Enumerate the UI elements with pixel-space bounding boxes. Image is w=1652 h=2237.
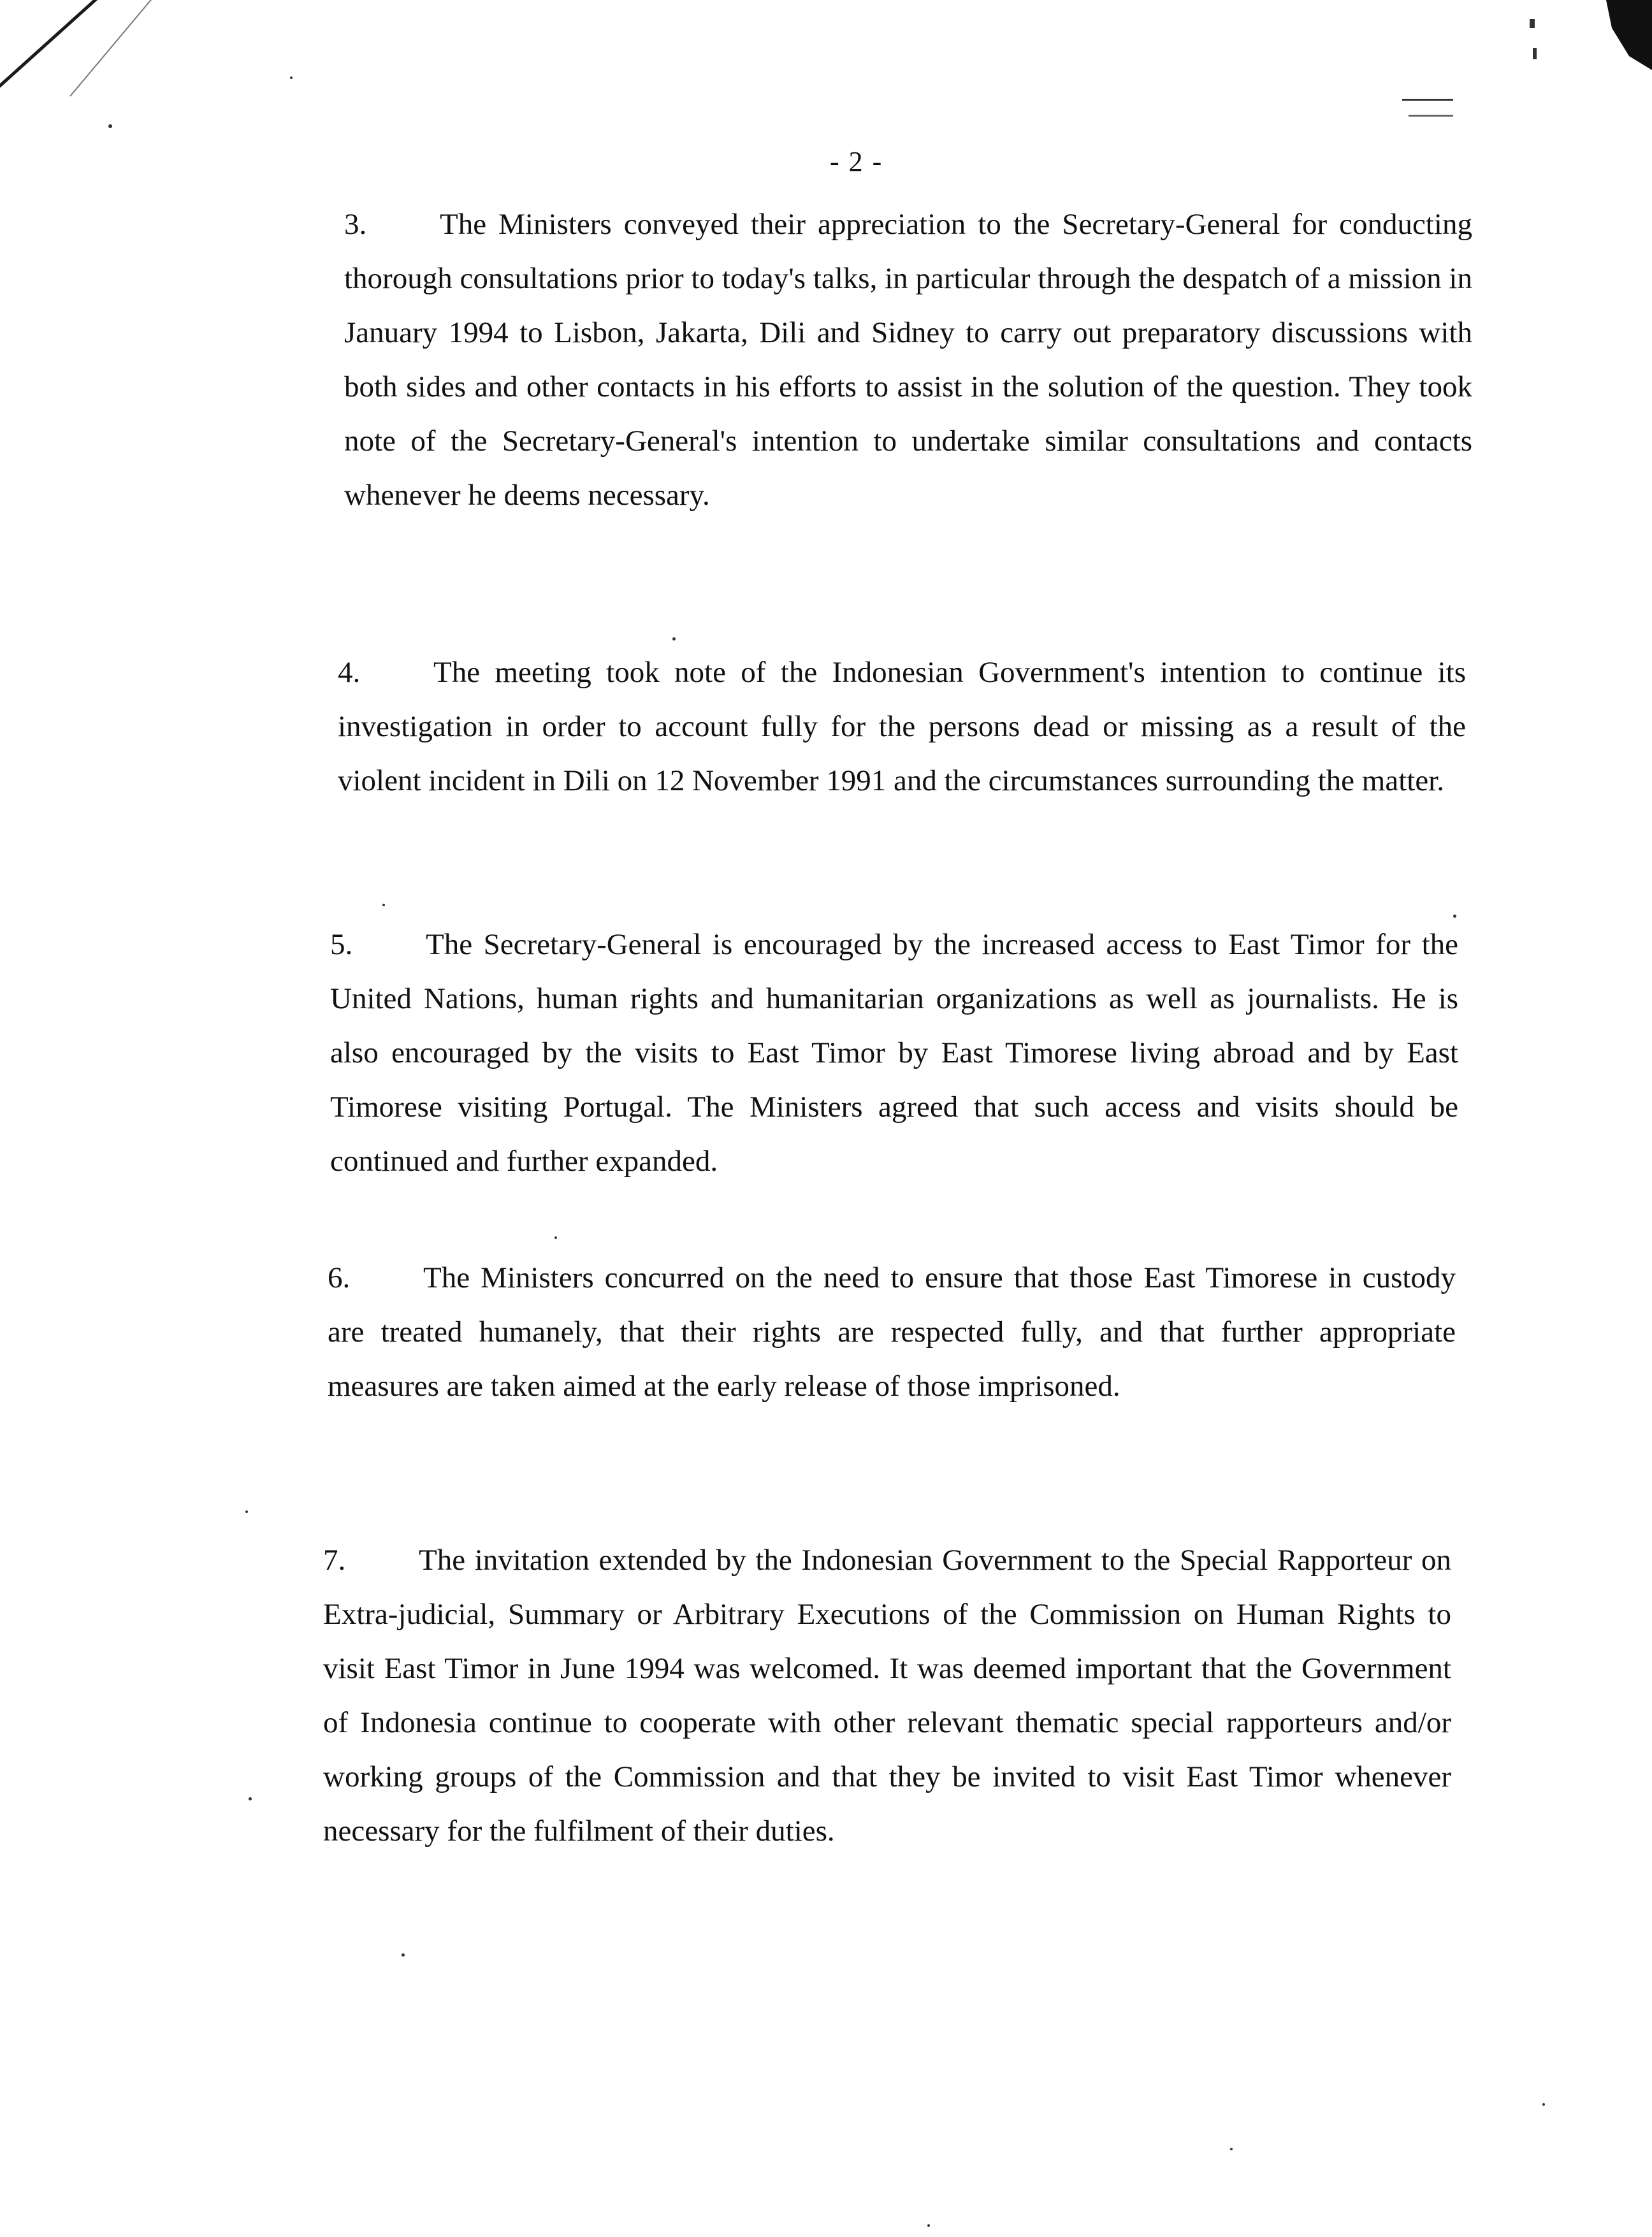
paragraph-4 [338,646,1466,808]
scan-artifact-dot [554,1236,557,1239]
scan-artifact-dash [1533,48,1537,59]
paragraph-3 [344,198,1472,523]
paragraph-text: The Secretary-General is encouraged by the increased access to East Timor for the United Nations, human rights and humanitarian organizations as well as journalists. He is also encouraged by the visits to East Timor by East Timorese living abroad and by East Timorese visiting Portugal. The Ministers agreed that such access and visits should be continued and further expanded. [330,928,1458,1178]
paragraph-number: 5. [330,928,353,961]
page-number: - 2 - [830,146,883,177]
scan-artifact-dot [402,1953,405,1957]
paragraph-number: 3. [344,208,367,241]
paragraph-5 [330,918,1458,1189]
scan-artifact-dot [927,2224,930,2227]
scan-artifact-dash [1402,99,1453,101]
scan-artifact-dot [382,904,385,906]
paragraph-number: 7. [323,1544,346,1577]
scan-artifact-dot [108,124,112,128]
scan-artifact-line [69,0,152,97]
paragraph-number: 4. [338,656,361,689]
scan-artifact-dot [290,76,293,79]
paragraph-text: The meeting took note of the Indonesian Government's intention to continue its investigation in order to account fully for the persons dead or missing as a result of the violent incident in Dili on 12 November 1991 and the circumstances surrounding the matter. [338,656,1466,797]
scan-artifact-dot [249,1797,252,1800]
scan-artifact-dash [1409,115,1453,117]
paragraph-text: The Ministers concurred on the need to ensure that those East Timorese in custody are treated humanely, that their rights are respected fully, and that further appropriate measures are taken aimed at the early release of those imprisoned. [328,1261,1456,1403]
scan-artifact-dot [1542,2103,1545,2106]
paragraph-text: The invitation extended by the Indonesian Government to the Special Rapporteur on Extra-judicial, Summary or Arbitrary Executions of the Commission on Human Rights to visit East Timor in June 1994 was welcomed. It was deemed important that the Government of Indonesia continue to cooperate with other relevant thematic special rapporteurs and/or working groups of the Commission and that they be invited to visit East Timor whenever necessary for the fulfilment of their duties. [323,1544,1451,1848]
paragraph-6 [328,1251,1456,1414]
paragraph-text: The Ministers conveyed their appreciation to the Secretary-General for conducting thorough consultations prior to today's talks, in particular through the despatch of a mission in January 1994 to Lisbon, Jakarta, Dili and Sidney to carry out preparatory discussions with both sides and other contacts in his efforts to assist in the solution of the question. They took note of the Secretary-General's intention to undertake similar consultations and contacts whenever he deems necessary. [344,208,1472,512]
paragraph-number: 6. [328,1261,351,1294]
scan-artifact-dot [672,637,676,641]
scan-artifact-dash [1530,19,1535,28]
scan-artifact-dot [245,1510,248,1513]
paragraph-7 [323,1533,1451,1858]
scan-artifact-dot [1230,2148,1233,2150]
scan-artifact-blot [1595,0,1652,70]
